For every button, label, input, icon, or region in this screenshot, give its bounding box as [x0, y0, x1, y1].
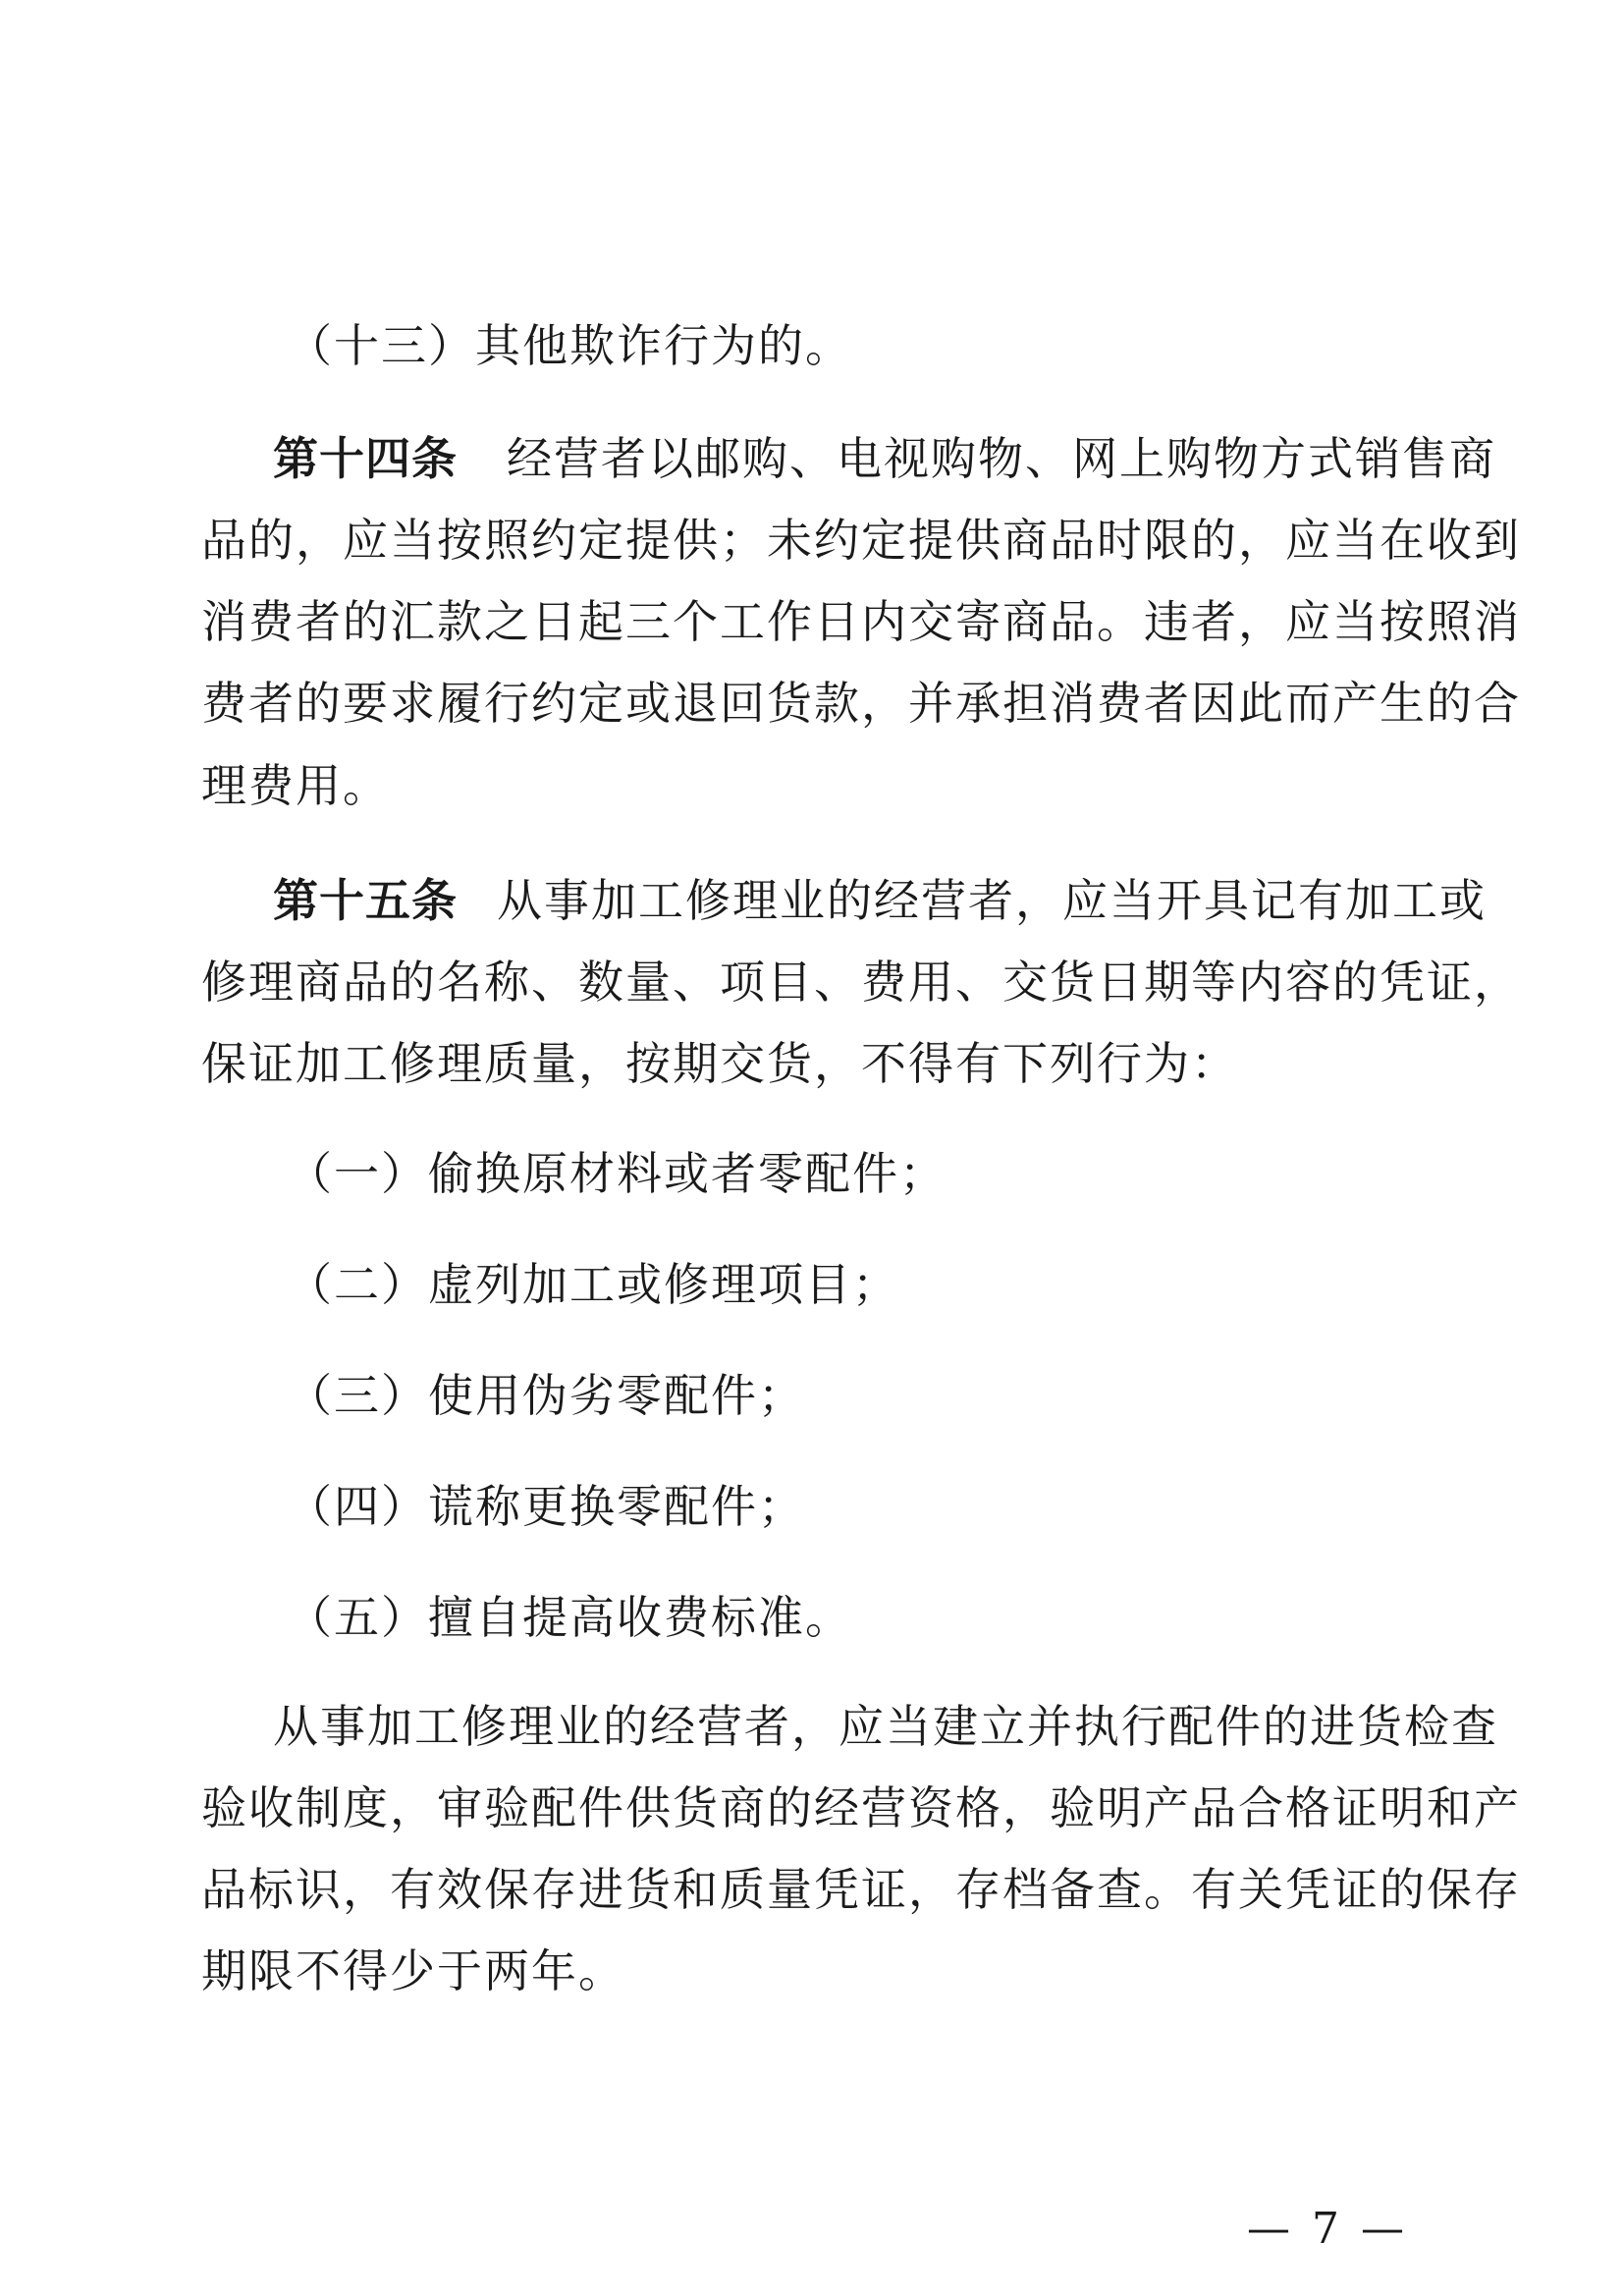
article-14-line-3: 消费者的汇款之日起三个工作日内交寄商品。违者，应当按照消	[201, 595, 1521, 648]
paragraph-line-1: 从事加工修理业的经营者，应当建立并执行配件的进货检查	[273, 1700, 1498, 1753]
paragraph-line-3: 品标识，有效保存进货和质量凭证，存档备查。有关凭证的保存	[201, 1863, 1521, 1916]
clause-2: （二）虚列加工或修理项目；	[287, 1258, 899, 1311]
paragraph-line-4: 期限不得少于两年。	[201, 1944, 625, 1997]
article-14-line-5: 理费用。	[201, 759, 390, 812]
article-14-first-line	[273, 429, 1496, 488]
article-14-line-4: 费者的要求履行约定或退回货款，并承担消费者因此而产生的合	[201, 677, 1521, 730]
paragraph-line-2: 验收制度，审验配件供货商的经营资格，验明产品合格证明和产	[201, 1781, 1521, 1834]
article-14-line-2: 品的，应当按照约定提供；未约定提供商品时限的，应当在收到	[201, 514, 1521, 567]
page-number: — 7 —	[1247, 2204, 1408, 2254]
clause-13: （十三）其他欺诈行为的。	[287, 319, 852, 372]
article-15-lead: 第十五条	[273, 874, 458, 927]
article-15-first-line	[273, 871, 1487, 930]
article-14-lead: 第十四条	[273, 432, 458, 485]
article-14-text-line-1: 经营者以邮购、电视购物、网上购物方式销售商	[507, 432, 1496, 485]
clause-1: （一）偷换原材料或者零配件；	[287, 1147, 947, 1200]
clause-5: （五）擅自提高收费标准。	[287, 1591, 852, 1644]
clause-3: （三）使用伪劣零配件；	[287, 1369, 805, 1422]
clause-4: （四）谎称更换零配件；	[287, 1480, 805, 1533]
article-15-text-line-1: 从事加工修理业的经营者，应当开具记有加工或	[497, 874, 1487, 927]
article-15-line-3: 保证加工修理质量，按期交货，不得有下列行为：	[201, 1037, 1238, 1090]
article-15-line-2: 修理商品的名称、数量、项目、费用、交货日期等内容的凭证，	[201, 956, 1521, 1009]
